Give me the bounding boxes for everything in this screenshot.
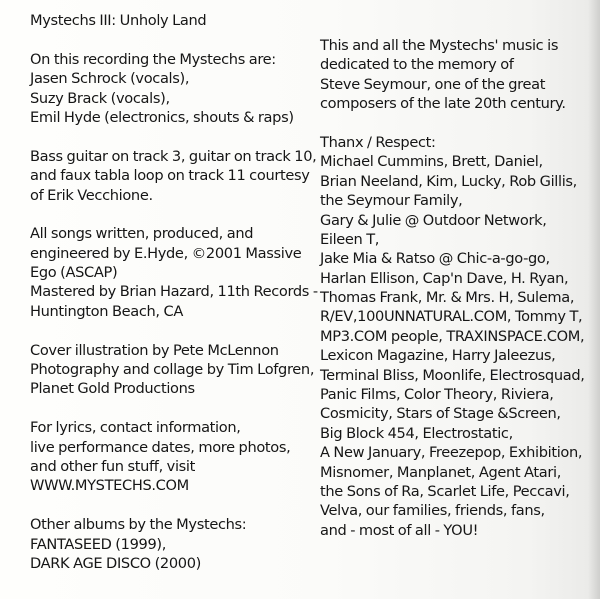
spacer	[30, 205, 318, 224]
thanks-line: Panic Films, Color Theory, Riviera,	[320, 386, 554, 404]
thanks-line: Harlan Ellison, Cap'n Dave, H. Ryan,	[320, 269, 569, 287]
thanks-line: MP3.COM people, TRAXINSPACE.COM,	[320, 327, 585, 345]
thanks-line: R/EV,100UNNATURAL.COM, Tommy T,	[320, 308, 583, 326]
other-album-line: FANTASEED (1999),	[30, 535, 167, 553]
thanks-line: Brian Neeland, Kim, Lucky, Rob Gillis,	[320, 172, 577, 190]
thanks-line: Jake Mia & Ratso @ Chic-a-go-go,	[320, 250, 550, 268]
guest-credit-line: Bass guitar on track 3, guitar on track 10,	[30, 147, 317, 165]
thanks-line: the Sons of Ra, Scarlet Life, Peccavi,	[320, 482, 570, 500]
thanks-line: Michael Cummins, Brett, Daniel,	[320, 153, 543, 171]
thanks-line: Misnomer, Manplanet, Agent Atari,	[320, 463, 562, 481]
spacer	[30, 321, 318, 340]
spacer	[30, 496, 318, 515]
member-line: Jasen Schrock (vocals),	[30, 70, 190, 88]
thanks-line: A New January, Freezepop, Exhibition,	[320, 444, 583, 462]
production-credit-line: Ego (ASCAP)	[30, 264, 118, 282]
production-credit-line: Mastered by Brian Hazard, 11th Records -	[30, 283, 318, 301]
thanks-line: Gary & Julie @ Outdoor Network,	[320, 211, 547, 229]
thanks-line: Eileen T,	[320, 230, 380, 248]
member-line: Emil Hyde (electronics, shouts & raps)	[30, 108, 294, 126]
guest-credit-line: of Erik Vecchione.	[30, 186, 153, 204]
other-albums-heading: Other albums by the Mystechs:	[30, 516, 247, 534]
website-url: WWW.MYSTECHS.COM	[30, 477, 189, 495]
thanks-closing-line: and - most of all - YOU!	[320, 521, 479, 539]
thanks-line: Lexicon Magazine, Harry Jaleezus,	[320, 347, 556, 365]
dedication-line: Steve Seymour, one of the great	[320, 75, 546, 93]
spacer	[320, 114, 585, 133]
thanks-line: Velva, our families, friends, fans,	[320, 502, 545, 520]
thanks-line: Big Block 454, Electrostatic,	[320, 424, 513, 442]
dedication-line: dedicated to the memory of	[320, 56, 514, 74]
spacer	[30, 127, 318, 146]
art-credit-line: Cover illustration by Pete McLennon	[30, 341, 279, 359]
contact-line: and other fun stuff, visit	[30, 457, 195, 475]
production-credit-line: engineered by E.Hyde, ©2001 Massive	[30, 244, 302, 262]
production-credit-line: All songs written, produced, and	[30, 225, 254, 243]
member-line: Suzy Brack (vocals),	[30, 89, 170, 107]
guest-credit-line: and faux tabla loop on track 11 courtesy	[30, 167, 310, 185]
other-album-line: DARK AGE DISCO (2000)	[30, 554, 202, 572]
thanks-line: Cosmicity, Stars of Stage &Screen,	[320, 405, 561, 423]
dedication-line: composers of the late 20th century.	[320, 95, 566, 113]
art-credit-line: Planet Gold Productions	[30, 380, 195, 398]
spacer	[30, 399, 318, 418]
credits-intro: On this recording the Mystechs are:	[30, 50, 276, 68]
production-credit-line: Huntington Beach, CA	[30, 302, 183, 320]
album-title: Mystechs III: Unholy Land	[30, 12, 207, 29]
thanks-line: Thomas Frank, Mr. & Mrs. H, Sulema,	[320, 289, 575, 307]
right-column	[320, 36, 585, 540]
page-edge-shadow	[588, 0, 600, 599]
spacer	[30, 30, 318, 49]
left-column	[30, 11, 318, 573]
thanks-line: the Seymour Family,	[320, 192, 463, 210]
contact-line: For lyrics, contact information,	[30, 419, 241, 437]
art-credit-line: Photography and collage by Tim Lofgren,	[30, 361, 315, 379]
contact-line: live performance dates, more photos,	[30, 438, 291, 456]
thanks-line: Terminal Bliss, Moonlife, Electrosquad,	[320, 366, 585, 384]
thanks-heading: Thanx / Respect:	[320, 133, 436, 151]
dedication-line: This and all the Mystechs' music is	[320, 37, 559, 54]
